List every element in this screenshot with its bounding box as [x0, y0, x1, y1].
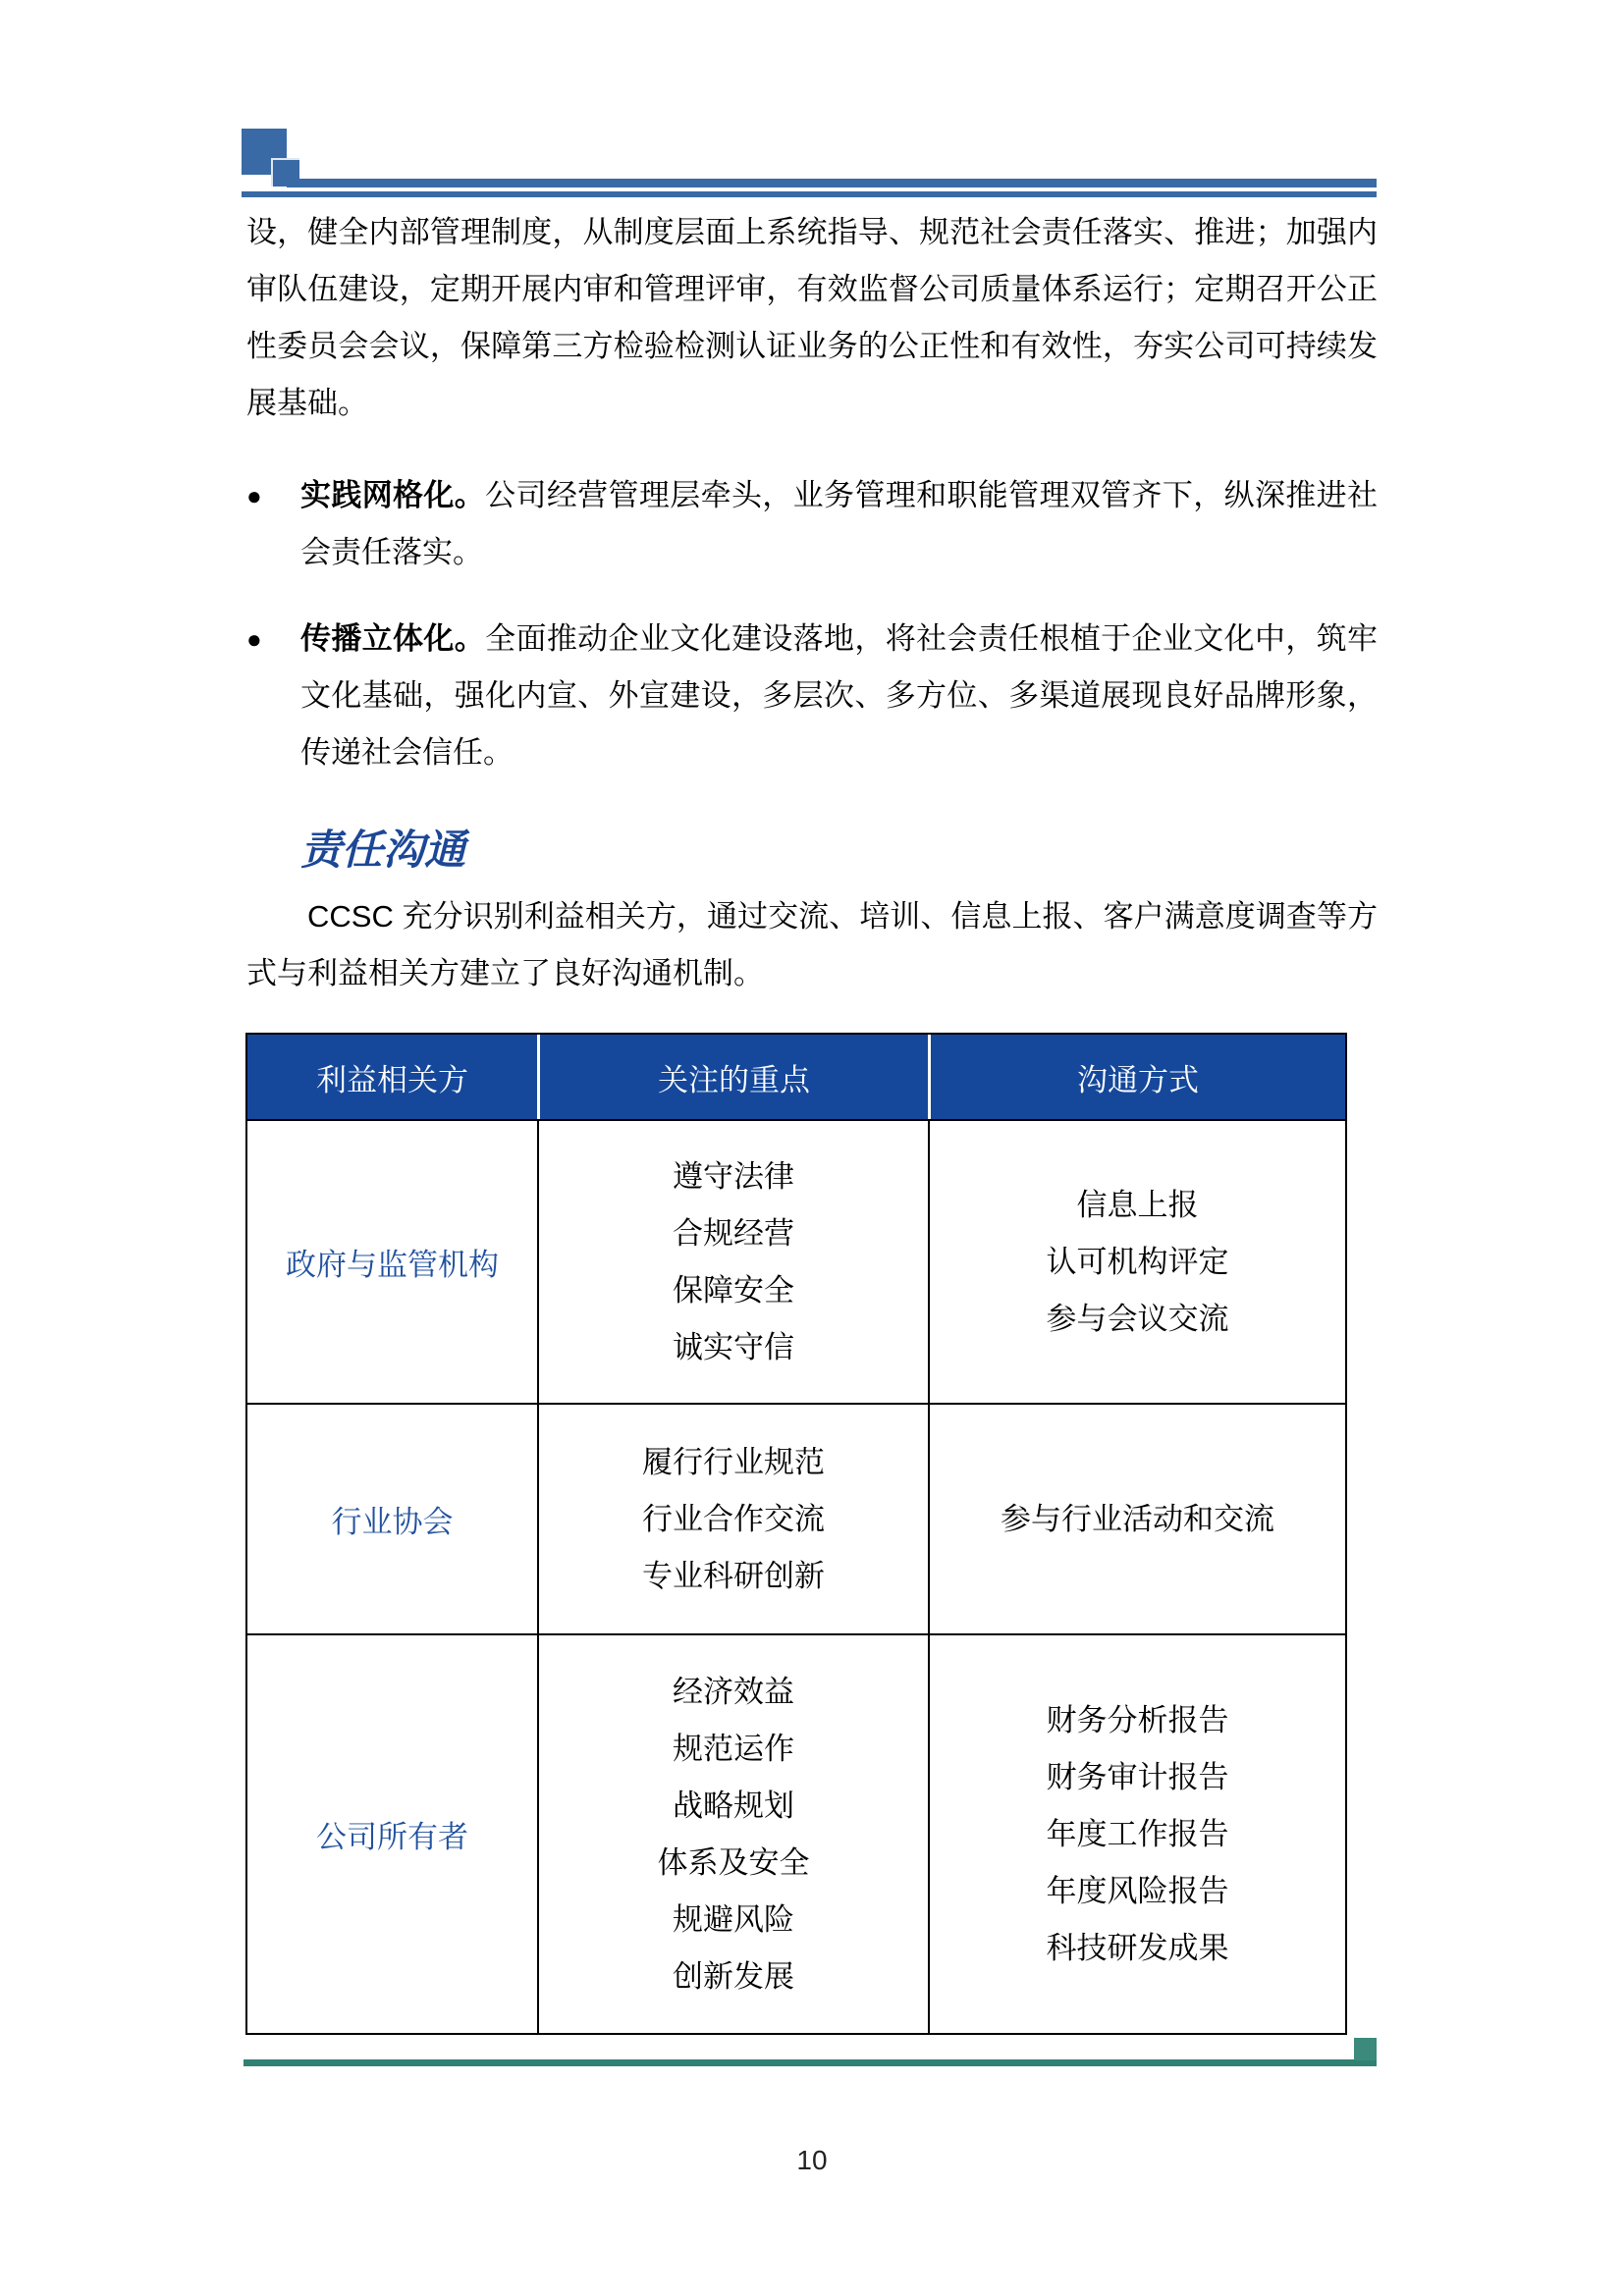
- paragraph-intro: CCSC 充分识别利益相关方，通过交流、培训、信息上报、客户满意度调查等方式与利益相关方建立了良好沟通机制。: [246, 899, 1378, 990]
- bullet-text: [300, 467, 1378, 581]
- list-item: 参与行业活动和交流: [1001, 1501, 1274, 1536]
- list-item: 财务分析报告: [1046, 1702, 1229, 1737]
- communication-cell: [928, 1121, 1345, 1403]
- list-item: 体系及安全: [657, 1844, 810, 1880]
- header-rule-thin: [242, 191, 1377, 197]
- communication-cell: [928, 1635, 1345, 2033]
- bullet-item-practice: [246, 467, 1378, 581]
- list-item: 年度风险报告: [1046, 1873, 1229, 1908]
- communication-list: [1001, 1491, 1274, 1548]
- list-item: 诚实守信: [673, 1329, 794, 1364]
- communication-list: [1047, 1692, 1229, 1977]
- list-item: 遵守法律: [673, 1158, 794, 1194]
- table-row: [247, 1403, 1345, 1633]
- stakeholder-cell: 行业协会: [331, 1505, 454, 1539]
- focus-cell: [537, 1635, 928, 2033]
- list-item: 信息上报: [1076, 1187, 1199, 1222]
- list-item: 专业科研创新: [642, 1558, 825, 1593]
- focus-list: [658, 1664, 810, 2005]
- list-item: 经济效益: [673, 1674, 794, 1709]
- footer-accent-square: [1354, 2038, 1377, 2060]
- paragraph-continuation: 设，健全内部管理制度，从制度层面上系统指导、规范社会责任落实、推进；加强内审队伍建设，定期开展内审和管理评审，有效监督公司质量体系运行；定期召开公正性委员会会议，保障第三方检验检测认证业务的公正性和有效性，夯实公司可持续发展基础。: [246, 215, 1378, 420]
- focus-list: [673, 1148, 794, 1376]
- list-item: 合规经营: [673, 1215, 794, 1251]
- list-item: 参与会议交流: [1046, 1301, 1229, 1336]
- list-item: 履行行业规范: [642, 1444, 825, 1479]
- stakeholder-cell: 政府与监管机构: [286, 1248, 499, 1282]
- header-rule-thick: [287, 179, 1377, 187]
- list-item: 科技研发成果: [1046, 1930, 1229, 1965]
- footer-rule: [244, 2059, 1377, 2066]
- focus-cell: [537, 1405, 928, 1633]
- bullet-text: [300, 611, 1378, 781]
- table-row: [247, 1633, 1345, 2033]
- bullet-icon: ●: [246, 481, 262, 510]
- communication-list: [1047, 1177, 1229, 1348]
- bullet-lead: 传播立体化。: [300, 621, 486, 656]
- list-item: 行业合作交流: [642, 1501, 825, 1536]
- bullet-item-communication: [246, 611, 1378, 781]
- table-header-communication: 沟通方式: [928, 1035, 1345, 1119]
- list-item: 财务审计报告: [1046, 1759, 1229, 1794]
- table-header-stakeholder: 利益相关方: [316, 1062, 468, 1097]
- bullet-body-text: 全面推动企业文化建设落地，将社会责任根植于企业文化中，筑牢文化基础，强化内宣、外宣建设，多层次、多方位、多渠道展现良好品牌形象，传递社会信任。: [300, 621, 1379, 770]
- table-header-focus: 关注的重点: [537, 1035, 928, 1119]
- table-row: [247, 1119, 1345, 1403]
- stakeholder-table: [245, 1033, 1347, 2035]
- list-item: 创新发展: [673, 1958, 794, 1994]
- focus-cell: [537, 1121, 928, 1403]
- section-title: 责任沟通: [300, 826, 466, 874]
- list-item: 规范运作: [673, 1731, 794, 1766]
- list-item: 认可机构评定: [1046, 1244, 1229, 1279]
- list-item: 年度工作报告: [1046, 1816, 1229, 1851]
- table-header-row: [247, 1035, 1345, 1119]
- list-item: 规避风险: [673, 1901, 794, 1937]
- stakeholder-cell: 公司所有者: [316, 1820, 468, 1854]
- page-number: 10: [796, 2145, 828, 2175]
- bullet-icon: ●: [246, 624, 262, 654]
- bullet-body-text: 公司经营管理层牵头，业务管理和职能管理双管齐下，纵深推进社会责任落实。: [300, 478, 1379, 569]
- communication-cell: [928, 1405, 1345, 1633]
- focus-list: [642, 1434, 825, 1605]
- bullet-lead: 实践网格化。: [300, 478, 486, 512]
- list-item: 战略规划: [673, 1788, 794, 1823]
- list-item: 保障安全: [673, 1272, 794, 1308]
